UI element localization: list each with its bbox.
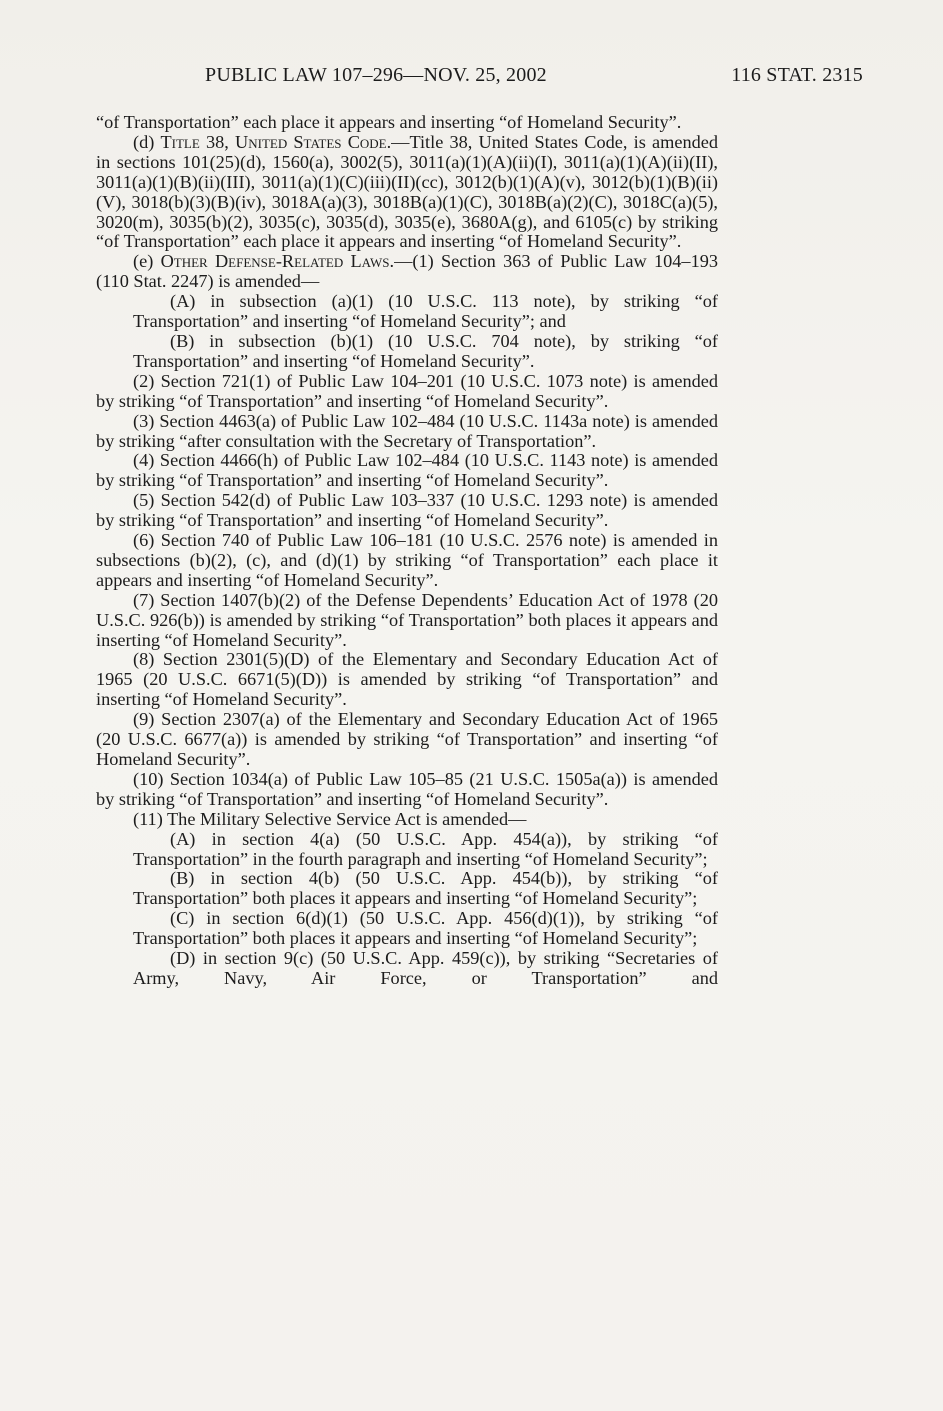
body-text xyxy=(96,113,718,989)
paragraph-e7: (7) Section 1407(b)(2) of the Defense Dependents’ Education Act of 1978 (20 U.S.C. 926(b)) is amended by striking “of Transportation” both places it appears and inserting “of Homeland Security”. xyxy=(96,589,718,650)
paragraph-continuation: “of Transportation” each place it appears and inserting “of Homeland Security”. xyxy=(96,112,682,132)
paragraph-e10: (10) Section 1034(a) of Public Law 105–85 (21 U.S.C. 1505a(a)) is amended by striking “of Transportation” and inserting “of Homeland Security”. xyxy=(96,768,718,809)
paragraph-e6: (6) Section 740 of Public Law 106–181 (10 U.S.C. 2576 note) is amended in subsections (b)(2), (c), and (d)(1) by striking “of Transportation” each place it appears and inserting “of Homeland Security”. xyxy=(96,530,718,590)
section-heading: Other Defense-Related Laws. xyxy=(160,251,395,272)
clause-e11-c: (C) in section 6(d)(1) (50 U.S.C. App. 456(d)(1)), by striking “of Transportation” both places it appears and inserting “of Homeland Security”; xyxy=(133,908,718,949)
paragraph-e8: (8) Section 2301(5)(D) of the Elementary and Secondary Education Act of 1965 (20 U.S.C. 6671(5)(D)) is amended by striking “of Transportation” and inserting “of Homeland Security”. xyxy=(96,649,718,710)
header-stat-page: 116 STAT. 2315 xyxy=(731,64,863,86)
paragraph-e11: (11) The Military Selective Service Act is amended— xyxy=(133,808,527,829)
clause-e1-a: (A) in subsection (a)(1) (10 U.S.C. 113 note), by striking “of Transportation” and inserting “of Homeland Security”; and xyxy=(133,291,718,332)
paragraph-e9: (9) Section 2307(a) of the Elementary and Secondary Education Act of 1965 (20 U.S.C. 6677(a)) is amended by striking “of Transportation” and inserting “of Homeland Security”. xyxy=(96,709,718,769)
paragraph-d-title-38: (d) Title 38, United States Code.—Title 38, United States Code, is amended in sections 101(25)(d), 1560(a), 3002(5), 3011(a)(1)(A)(ii)(I), 3011(a)(1)(A)(ii)(II), 3011(a)(1)(B)(ii)(III), 3011(a)(1)(C)(iii)(II)(cc), 3012(b)(1)(A)(v), 3012(b)(1)(B)(ii)(V), 3018(b)(3)(B)(iv), 3018A(a)(3), 3018B(a)(1)(C), 3018B(a)(2)(C), 3018C(a)(5), 3020(m), 3035(b)(2), 3035(c), 3035(d), 3035(e), 3680A(g), and 6105(c) by striking “of Transportation” each place it appears and inserting “of Homeland Security”. xyxy=(96,131,718,252)
section-heading: Title 38, United States Code. xyxy=(160,131,392,152)
running-header xyxy=(205,64,863,94)
clause-e11-b: (B) in section 4(b) (50 U.S.C. App. 454(b)), by striking “of Transportation” both places it appears and inserting “of Homeland Security”; xyxy=(133,868,718,909)
paragraph-e5: (5) Section 542(d) of Public Law 103–337 (10 U.S.C. 1293 note) is amended by striking “of Transportation” and inserting “of Homeland Security”. xyxy=(96,490,718,531)
paragraph-e3: (3) Section 4463(a) of Public Law 102–484 (10 U.S.C. 1143a note) is amended by striking “after consultation with the Secretary of Transportation”. xyxy=(96,410,718,451)
header-law-citation: PUBLIC LAW 107–296—NOV. 25, 2002 xyxy=(205,64,547,86)
clause-e1-b: (B) in subsection (b)(1) (10 U.S.C. 704 note), by striking “of Transportation” and inserting “of Homeland Security”. xyxy=(133,330,718,371)
clause-e11-d: (D) in section 9(c) (50 U.S.C. App. 459(c)), by striking “Secretaries of Army, Navy, Air Force, or Transportation” and xyxy=(133,948,718,988)
paragraph-e4: (4) Section 4466(h) of Public Law 102–484 (10 U.S.C. 1143 note) is amended by striking “of Transportation” and inserting “of Homeland Security”. xyxy=(96,450,718,491)
paragraph-e-other-defense-laws: (e) Other Defense-Related Laws.—(1) Section 363 of Public Law 104–193 (110 Stat. 2247) is amended— xyxy=(96,251,718,292)
clause-e11-a: (A) in section 4(a) (50 U.S.C. App. 454(a)), by striking “of Transportation” in the fourth paragraph and inserting “of Homeland Security”; xyxy=(133,828,718,869)
paragraph-e2: (2) Section 721(1) of Public Law 104–201 (10 U.S.C. 1073 note) is amended by striking “of Transportation” and inserting “of Homeland Security”. xyxy=(96,370,718,411)
